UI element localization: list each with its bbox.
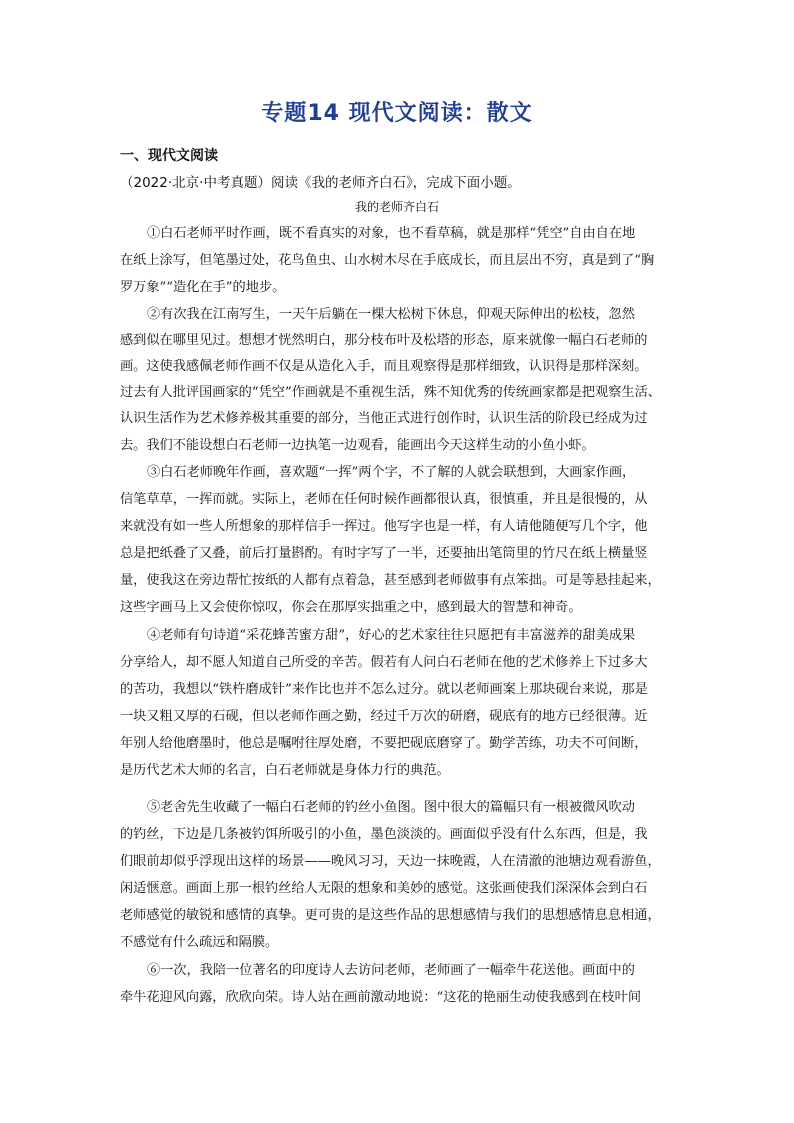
text-line: 过去有人批评国画家的“凭空”作画就是不重视生活，殊不知优秀的传统画家都是把观察生活、 [120, 385, 661, 400]
text-line: 们眼前却似乎浮现出这样的场景——晚风习习，天边一抹晚霞，人在清澈的池塘边观看游鱼， [120, 854, 661, 869]
text-line: ②有次我在江南写生，一天午后躺在一棵大松树下休息，仰观天际伸出的松枝，忽然 [147, 307, 635, 322]
text-line: 分享给人，却不愿人知道自己所受的辛苦。假若有人问白石老师在他的艺术修养上下过多大 [120, 655, 648, 670]
section-heading: 一、现代文阅读 [120, 148, 218, 164]
text-line: 年别人给他磨墨时，他总是嘱咐往厚处磨，不要把砚底磨穿了。勤学苦练，功夫不可间断， [120, 736, 648, 751]
text-line: 在纸上涂写，但笔墨过处，花鸟鱼虫、山水树木尽在手底成长，而且层出不穷，真是到了“胸 [120, 253, 655, 268]
article-title: 我的老师齐白石 [354, 200, 439, 214]
text-line: 总是把纸叠了又叠，前后打量斟酌。有时字写了一半，还要抽出笔筒里的竹尺在纸上横量竖 [120, 546, 648, 561]
text-line: 去。我们不能设想白石老师一边执笔一边观看，能画出今天这样生动的小鱼小虾。 [120, 438, 595, 453]
text-line: 一块又粗又厚的石砚，但以老师作画之勤，经过千万次的研磨，砚底有的地方已经很薄。近 [120, 709, 648, 724]
text-line: 来就没有如一些人所想象的那样信手一挥过。他写字也是一样，有人请他随便写几个字，他 [120, 519, 648, 534]
text-line: 画。这使我感佩老师作画不仅是从造化入手，而且观察得是那样细致，认识得是那样深刻。 [120, 359, 648, 374]
text-line: ④老师有句诗道“采花蜂苦蜜方甜”，好心的艺术家往往只愿把有丰富滋养的甜美成果 [147, 628, 636, 643]
document-title: 专题14 现代文阅读：散文 [261, 101, 533, 126]
text-line: 量，使我这在旁边帮忙按纸的人都有点着急，甚至感到老师做事有点笨拙。可是等悬挂起来， [120, 573, 661, 588]
text-line: ⑤老舍先生收藏了一幅白石老师的钓丝小鱼图。图中很大的篇幅只有一根被微风吹动 [147, 800, 635, 815]
text-line: 牵牛花迎风向露，欣欣向荣。诗人站在画前激动地说：“这花的艳丽生动使我感到在枝叶间 [120, 990, 642, 1005]
question-intro: （2022·北京·中考真题）阅读《我的老师齐白石》，完成下面小题。 [120, 175, 521, 191]
text-line: 是历代艺术大师的名言，白石老师就是身体力行的典范。 [120, 763, 450, 778]
text-line: 不感觉有什么疏远和隔膜。 [120, 935, 279, 950]
text-line: 罗万象”“造化在手”的地步。 [120, 280, 286, 295]
text-line: ③白石老师晚年作画，喜欢题“一挥”两个字，不了解的人就会联想到，大画家作画， [147, 465, 636, 480]
text-line: 的钓丝，下边是几条被钓饵所吸引的小鱼，墨色淡淡的。画面似乎没有什么东西，但是，我 [120, 827, 648, 842]
text-line: ⑥一次，我陪一位著名的印度诗人去访问老师，老师画了一幅牵牛花送他。画面中的 [147, 963, 635, 978]
text-line: 认识生活作为艺术修养极其重要的部分，当他正式进行创作时，认识生活的阶段已经成为过 [120, 411, 648, 426]
text-line: 的苦功，我想以“铁杵磨成针”来作比也并不怎么过分。就以老师画案上那块砚台来说，那是 [120, 682, 648, 697]
text-line: 老师感觉的敏锐和感情的真挚。更可贵的是这些作品的思想感情与我们的思想感情息息相通， [120, 908, 661, 923]
text-line: 闲适惬意。画面上那一根钓丝给人无限的想象和美妙的感觉。这张画使我们深深体会到白石 [120, 881, 648, 896]
text-line: 感到似在哪里见过。想想才恍然明白，那分枝布叶及松塔的形态，原来就像一幅白石老师的 [120, 333, 648, 348]
text-line: 信笔草草，一挥而就。实际上，老师在任何时候作画都很认真，很慎重，并且是很慢的，从 [120, 492, 648, 507]
text-line: 这些字画马上又会使你惊叹，你会在那厚实拙重之中，感到最大的智慧和神奇。 [120, 600, 582, 615]
text-line: ①白石老师平时作画，既不看真实的对象，也不看草稿，就是那样“凭空”自由自在地 [147, 226, 636, 241]
